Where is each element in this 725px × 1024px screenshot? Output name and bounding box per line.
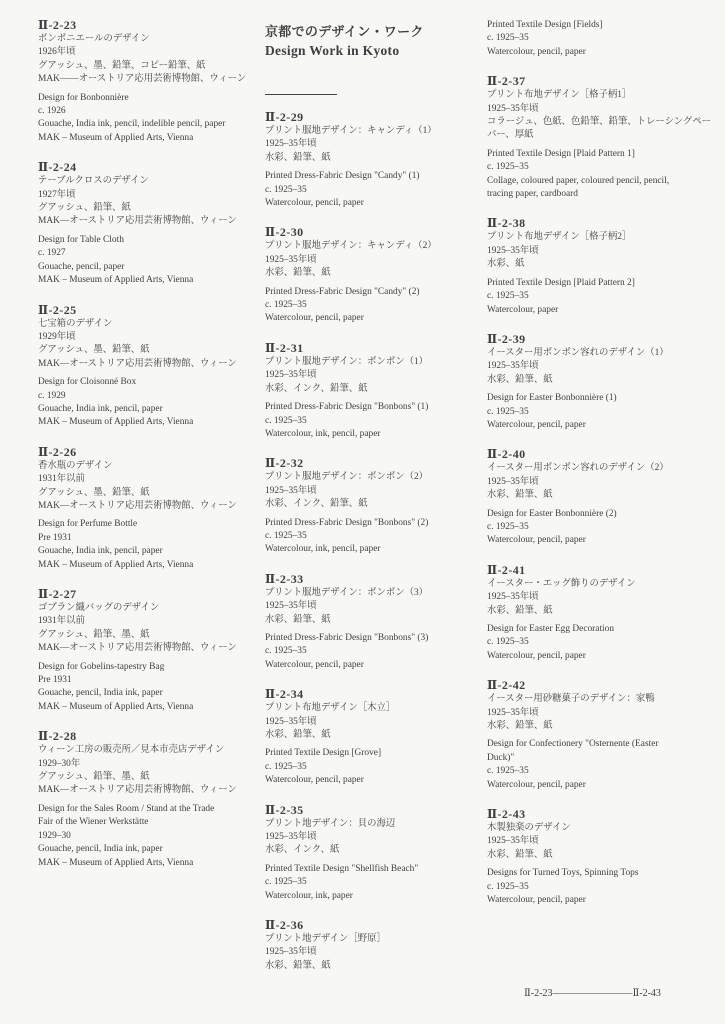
entry-en-line: Printed Dress-Fabric Design "Candy" (1) (265, 171, 420, 182)
entry-jp-line: 1931年以前 (38, 616, 85, 627)
entry-jp-line: 1925–35年頃 (265, 947, 317, 958)
entry-number: Ⅱ-2-23 (38, 18, 77, 32)
column-middle (265, 22, 465, 988)
entry-jp-line: 1925–35年頃 (487, 361, 539, 372)
entry-jp-line: 1931年以前 (38, 474, 85, 485)
column-right (487, 19, 712, 923)
catalogue-entry (487, 447, 709, 547)
entry-en-line: Printed Textile Design [Fields] (487, 20, 603, 30)
entry-en-line: c. 1925–35 (487, 637, 529, 648)
entry-jp-line: ゴブラン織バッグのデザイン (38, 603, 160, 613)
entry-jp-line: 1925–35年頃 (265, 716, 317, 727)
entry-jp-line: ボンボニエールのデザイン (38, 34, 150, 44)
entry-en-line: Pre 1931 (38, 675, 72, 686)
entry-jp-line: 七宝箱のデザイン (38, 318, 113, 329)
catalogue-entry (38, 587, 253, 714)
entry-number: Ⅱ-2-26 (38, 444, 77, 459)
entry-en-line: c. 1927 (38, 248, 66, 259)
entry-jp-line: 1926年頃 (38, 47, 76, 58)
entry-en-line: Printed Dress-Fabric Design "Bonbons" (3) (265, 632, 429, 643)
entry-number: Ⅱ-2-35 (265, 802, 304, 817)
entry-en-line: c. 1925–35 (487, 162, 529, 173)
entry-number: Ⅱ-2-27 (38, 587, 77, 601)
entry-en-line: c. 1925–35 (265, 877, 307, 888)
catalogue-entry (265, 341, 465, 441)
entry-jp-line: 1925–35年頃 (265, 370, 317, 381)
entry-en-line: Gouache, pencil, paper (38, 261, 125, 272)
catalogue-entry (38, 303, 253, 430)
entry-en-line: Watercolour, pencil, paper (487, 779, 586, 790)
entry-number: Ⅱ-2-43 (487, 807, 526, 822)
entry-en-line: Watercolour, pencil, paper (265, 659, 364, 670)
entry-number: Ⅱ-2-29 (265, 110, 304, 124)
entry-en-line: c. 1925–35 (487, 33, 529, 44)
entry-jp-line: コラージュ、色紙、色鉛筆、鉛筆、トレーシングペー (487, 117, 712, 128)
section-divider (265, 94, 337, 95)
entry-number: Ⅱ-2-37 (487, 74, 526, 89)
entry-en-line: MAK – Museum of Applied Arts, Vienna (38, 559, 194, 570)
entry-en-line: Design for Easter Bonbonnière (2) (487, 508, 617, 519)
entry-en-line: Gouache, pencil, India ink, paper (38, 688, 163, 699)
entry-en-line: Printed Dress-Fabric Design "Bonbons" (1) (265, 402, 429, 413)
entry-jp-line: イースター用ボンボン容れのデザイン（1） (487, 347, 669, 358)
entry-jp-line: 水彩、鉛筆、紙 (265, 152, 331, 163)
entry-jp-line: MAK―オーストリア応用芸術博物館、ウィーン (38, 500, 237, 511)
entry-number: Ⅱ-2-34 (265, 687, 304, 702)
entry-jp-line: 香水瓶のデザイン (38, 460, 113, 471)
entry-number: Ⅱ-2-24 (38, 160, 77, 175)
entry-jp-line: プリント服地デザイン：キャンディ（2） (265, 241, 437, 252)
catalogue-entry (265, 803, 465, 903)
catalogue-entry (265, 225, 465, 325)
entry-jp-line: MAK―オーストリア応用芸術博物館、ウィーン (38, 643, 237, 654)
entry-jp-line: 1927年頃 (38, 189, 76, 200)
entry-en-line: c. 1925–35 (487, 881, 529, 892)
entry-jp-line: 1929–30年 (38, 758, 81, 769)
section-heading-en: Design Work in Kyoto (265, 43, 400, 58)
catalogue-entry (487, 678, 709, 792)
column-middle-entries (265, 110, 465, 973)
entry-jp-line: 水彩、紙 (487, 259, 525, 270)
entry-en-line: Printed Textile Design [Plaid Pattern 1] (487, 148, 635, 159)
entry-jp-line: 1925–35年頃 (487, 476, 539, 487)
entry-en-line: Printed Textile Design "Shellfish Beach" (265, 863, 419, 874)
entry-en-line: Pre 1931 (38, 532, 72, 543)
entry-jp-line: 水彩、鉛筆、紙 (265, 268, 331, 279)
entry-en-line: MAK – Museum of Applied Arts, Vienna (38, 701, 194, 712)
entry-number: Ⅱ-2-25 (38, 302, 77, 317)
entry-jp-line: グアッシュ、墨、鉛筆、紙 (38, 345, 150, 356)
column-right-entries (487, 74, 712, 907)
entry-jp-line: 水彩、鉛筆、紙 (265, 614, 331, 625)
entry-number: Ⅱ-2-31 (265, 340, 304, 355)
entry-en-line: Design for the Sales Room / Stand at the Trade (38, 803, 215, 814)
entry-jp-line: グアッシュ、墨、鉛筆、紙 (38, 487, 150, 498)
entry-en-line: Design for Bonbonnière (38, 92, 129, 103)
entry-jp-line: 水彩、インク、鉛筆、紙 (265, 499, 368, 510)
entry-en-line: Watercolour, pencil, paper (487, 650, 586, 661)
entry-jp-line: 水彩、鉛筆、紙 (265, 960, 331, 971)
entry-en-line: Fair of the Wiener Werkstätte (38, 817, 149, 828)
entry-jp-line: 水彩、鉛筆、紙 (265, 730, 331, 740)
entry-en-line: Design for Cloisonné Box (38, 377, 137, 388)
entry-en-line: Design for Table Cloth (38, 234, 124, 245)
entry-jp-line: プリント布地デザイン［格子柄2］ (487, 232, 632, 243)
entry-number: Ⅱ-2-41 (487, 562, 526, 577)
entry-en-line: c. 1926 (38, 106, 66, 117)
catalogue-entry (265, 572, 465, 672)
entry-en-line: Watercolour, pencil, paper (265, 198, 364, 209)
entry-jp-line: 1925–35年頃 (265, 485, 317, 496)
entry-jp-line: グアッシュ、鉛筆、墨、紙 (38, 629, 150, 640)
entry-jp-line: 1925–35年頃 (487, 245, 539, 256)
entry-en-line: Printed Textile Design [Grove] (265, 748, 382, 759)
entry-en-line: Printed Dress-Fabric Design "Candy" (2) (265, 286, 420, 297)
entry-en-line: c. 1925–35 (487, 766, 529, 777)
entry-en-line: c. 1925–35 (265, 415, 307, 426)
entry-en-line: MAK – Museum of Applied Arts, Vienna (38, 132, 194, 143)
entry-en-line: Design for Confectionery "Osternente (Easter (487, 739, 659, 750)
entry-en-line: Watercolour, paper (487, 304, 559, 315)
entry-en-line: MAK – Museum of Applied Arts, Vienna (38, 275, 194, 286)
entry-en-line: Watercolour, pencil, paper (487, 535, 586, 546)
entry-jp-line: 1925–35年頃 (265, 832, 317, 843)
entry-number: Ⅱ-2-38 (487, 216, 526, 231)
entry-jp-line: イースター用砂糖菓子のデザイン：家鴨 (487, 694, 655, 705)
entry-number: Ⅱ-2-40 (487, 447, 526, 462)
entry-jp-line: テーブルクロスのデザイン (38, 176, 149, 187)
entry-jp-line: 1925–35年頃 (487, 707, 539, 718)
entry-jp-line: プリント布地デザイン［木立］ (265, 703, 396, 714)
entry-jp-line: MAK―オーストリア応用芸術博物館、ウィーン (38, 358, 237, 369)
entry-en-line: Duck)" (487, 752, 515, 763)
entry-jp-line: パー、厚紙 (487, 130, 534, 141)
entry-en-line: Watercolour, pencil, paper (487, 895, 586, 906)
catalogue-entry (487, 807, 709, 907)
entry-jp-line: プリント地デザイン：貝の海辺 (265, 818, 396, 829)
entry-en-line: c. 1925–35 (265, 300, 307, 311)
catalogue-entry (487, 74, 712, 201)
entry-en-line: Watercolour, ink, pencil, paper (265, 544, 381, 555)
entry-en-line: c. 1925–35 (265, 761, 307, 772)
entry-jp-line: グアッシュ、鉛筆、紙 (38, 203, 131, 214)
entry-jp-line: 1925–35年頃 (265, 254, 317, 265)
entry-jp-line: 1925–35年頃 (487, 592, 539, 603)
entry-jp-line: 1925–35年頃 (265, 601, 317, 612)
catalogue-entry (38, 160, 253, 287)
catalogue-entry (265, 456, 465, 556)
section-heading-jp: 京都でのデザイン・ワーク (265, 24, 424, 39)
entry-number: Ⅱ-2-30 (265, 225, 304, 240)
entry-en-line: tracing paper, cardboard (487, 189, 578, 200)
catalogue-entry (38, 445, 253, 572)
entry-number: Ⅱ-2-39 (487, 331, 526, 346)
entry-jp-line: プリント服地デザイン：ボンボン（3） (265, 587, 429, 598)
entry-en-line: Design for Gobelins-tapestry Bag (38, 661, 165, 672)
entry-number: Ⅱ-2-28 (38, 729, 77, 744)
entry-jp-line: 1925–35年頃 (265, 139, 317, 150)
entry-en-line: Designs for Turned Toys, Spinning Tops (487, 868, 639, 879)
entry-jp-line: 水彩、鉛筆、紙 (487, 605, 553, 616)
catalogue-entry (265, 110, 465, 210)
entry-jp-line: グアッシュ、鉛筆、墨、紙 (38, 772, 150, 783)
entry-number: Ⅱ-2-36 (265, 918, 304, 933)
entry-en-line: Gouache, pencil, India ink, paper (38, 844, 163, 855)
entry-number: Ⅱ-2-33 (265, 571, 304, 586)
entry-en-line: Gouache, India ink, pencil, indelible pencil, paper (38, 119, 226, 130)
entry-jp-line: MAK―オーストリア応用芸術博物館、ウィーン (38, 785, 237, 796)
entry-en-line: c. 1925–35 (265, 646, 307, 657)
entry-en-line: Watercolour, pencil, paper (265, 313, 364, 324)
entry-jp-line: MAK―オーストリア応用芸術博物館、ウィーン (38, 216, 237, 227)
entry-en-line: Design for Easter Bonbonnière (1) (487, 393, 617, 404)
entry-en-line: Gouache, India ink, pencil, paper (38, 546, 163, 557)
entry-en-line: Watercolour, pencil, paper (265, 775, 364, 786)
entry-en-line: c. 1925–35 (265, 184, 307, 195)
entry-jp-line: 木製独楽のデザイン (487, 823, 571, 834)
entry-en-line: Watercolour, ink, paper (265, 890, 353, 901)
entry-jp-line: イースター用ボンボン容れのデザイン（2） (487, 463, 669, 474)
catalogue-entry (265, 918, 465, 973)
entry-en-line: Design for Perfume Bottle (38, 519, 138, 530)
entry-jp-line: 1925–35年頃 (487, 836, 539, 847)
entry-en-line: Watercolour, pencil, paper (487, 419, 586, 430)
entry-en-line: c. 1925–35 (487, 291, 529, 302)
entry-jp-line: 水彩、鉛筆、紙 (487, 374, 553, 385)
catalogue-entry (487, 563, 709, 663)
entry-jp-line: プリント地デザイン［野原］ (265, 934, 386, 945)
page-range-footer: Ⅱ-2-23————————Ⅱ-2-43 (524, 988, 661, 999)
entry-jp-line: 水彩、インク、鉛筆、紙 (265, 383, 368, 394)
entry-jp-line: 1925–35年頃 (487, 103, 539, 114)
entry-en-line: c. 1929 (38, 390, 66, 401)
entry-number: Ⅱ-2-32 (265, 456, 304, 471)
entry-en-line: c. 1925–35 (487, 406, 529, 417)
entry-en-line: Printed Textile Design [Plaid Pattern 2] (487, 277, 635, 288)
catalogue-entry (487, 332, 709, 432)
entry-en-line: Watercolour, ink, pencil, paper (265, 428, 381, 439)
entry-en-line: c. 1925–35 (487, 521, 529, 532)
entry-jp-line: プリント服地デザイン：キャンディ（1） (265, 126, 437, 136)
entry-jp-line: 1929年頃 (38, 331, 76, 342)
entry-jp-line: 水彩、鉛筆、紙 (487, 849, 553, 860)
continued-entry (487, 19, 709, 59)
entry-en-line: Design for Easter Egg Decoration (487, 624, 615, 634)
catalogue-entry (265, 687, 465, 787)
entry-jp-line: 水彩、鉛筆、紙 (487, 721, 553, 732)
column-left (38, 18, 253, 885)
catalogue-entry (38, 18, 253, 145)
entry-en-line: c. 1925–35 (265, 530, 307, 541)
entry-en-line: Collage, coloured paper, coloured pencil, pencil, (487, 175, 670, 186)
entry-en-line: MAK – Museum of Applied Arts, Vienna (38, 417, 194, 428)
catalogue-entry (487, 216, 709, 316)
entry-en-line: Watercolour, pencil, paper (487, 46, 586, 57)
entry-en-line: Printed Dress-Fabric Design "Bonbons" (2) (265, 517, 429, 528)
entry-jp-line: MAK――オーストリア応用芸術博物館、ウィーン (38, 74, 247, 85)
entry-jp-line: グアッシュ、墨、鉛筆、コピー鉛筆、紙 (38, 60, 206, 71)
catalogue-entry (38, 729, 253, 870)
entry-jp-line: プリント布地デザイン［格子柄1］ (487, 90, 632, 101)
entry-en-line: MAK – Museum of Applied Arts, Vienna (38, 857, 194, 868)
entry-jp-line: 水彩、インク、紙 (265, 845, 340, 856)
entry-en-line: Gouache, India ink, pencil, paper (38, 403, 163, 414)
entry-jp-line: プリント服地デザイン：ボンボン（2） (265, 472, 429, 483)
entry-jp-line: 水彩、鉛筆、紙 (487, 490, 553, 501)
entry-en-line: 1929–30 (38, 830, 71, 841)
entry-number: Ⅱ-2-42 (487, 678, 526, 693)
entry-jp-line: ウィーン工房の販売所／見本市売店デザイン (38, 745, 225, 756)
entry-jp-line: プリント服地デザイン：ボンボン（1） (265, 356, 429, 367)
entry-jp-line: イースター・エッグ飾りのデザイン (487, 578, 636, 589)
